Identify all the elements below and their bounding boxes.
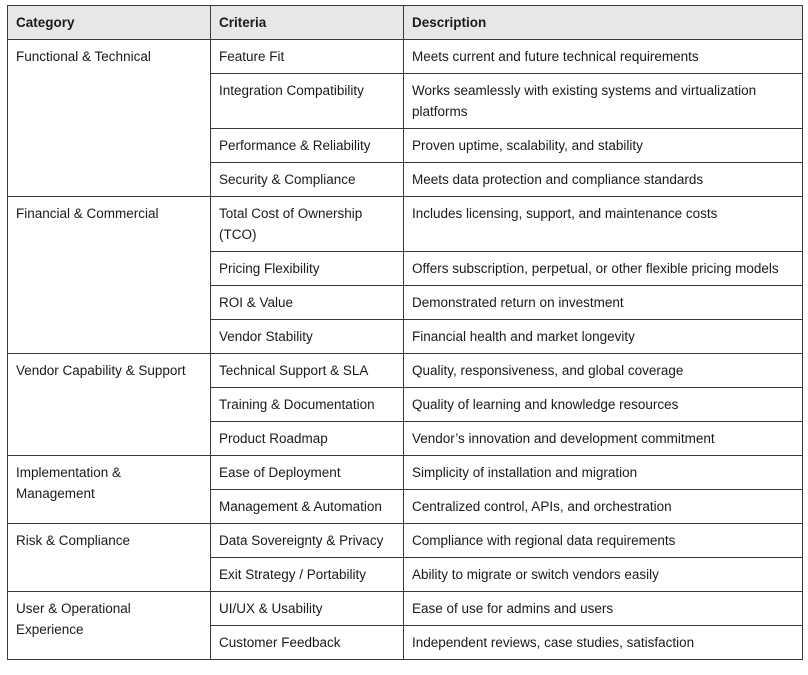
criteria-cell: Total Cost of Ownership (TCO) [211, 197, 404, 252]
evaluation-criteria-table [7, 5, 803, 660]
description-cell: Works seamlessly with existing systems and virtualization platforms [404, 74, 803, 129]
description-cell: Quality of learning and knowledge resources [404, 388, 803, 422]
criteria-cell: Technical Support & SLA [211, 354, 404, 388]
category-cell: Financial & Commercial [8, 197, 211, 354]
description-cell: Independent reviews, case studies, satisfaction [404, 626, 803, 660]
criteria-cell: Security & Compliance [211, 163, 404, 197]
header-row [8, 6, 803, 40]
description-cell: Centralized control, APIs, and orchestration [404, 490, 803, 524]
description-cell: Quality, responsiveness, and global coverage [404, 354, 803, 388]
table-row [8, 197, 803, 252]
table-row [8, 354, 803, 388]
description-cell: Offers subscription, perpetual, or other flexible pricing models [404, 252, 803, 286]
category-cell: Functional & Technical [8, 40, 211, 197]
table-body [8, 40, 803, 660]
category-cell: User & Operational Experience [8, 592, 211, 660]
criteria-cell: Data Sovereignty & Privacy [211, 524, 404, 558]
category-cell: Vendor Capability & Support [8, 354, 211, 456]
description-cell: Meets current and future technical requirements [404, 40, 803, 74]
description-cell: Ease of use for admins and users [404, 592, 803, 626]
criteria-cell: Product Roadmap [211, 422, 404, 456]
description-cell: Vendor’s innovation and development commitment [404, 422, 803, 456]
category-cell: Risk & Compliance [8, 524, 211, 592]
criteria-cell: Ease of Deployment [211, 456, 404, 490]
description-cell: Simplicity of installation and migration [404, 456, 803, 490]
table-row [8, 456, 803, 490]
table-row [8, 40, 803, 74]
description-cell: Ability to migrate or switch vendors easily [404, 558, 803, 592]
description-cell: Demonstrated return on investment [404, 286, 803, 320]
criteria-cell: Feature Fit [211, 40, 404, 74]
criteria-cell: Exit Strategy / Portability [211, 558, 404, 592]
table-row [8, 524, 803, 558]
description-cell: Financial health and market longevity [404, 320, 803, 354]
header-category: Category [8, 6, 211, 40]
description-cell: Includes licensing, support, and maintenance costs [404, 197, 803, 252]
criteria-cell: Performance & Reliability [211, 129, 404, 163]
criteria-cell: Customer Feedback [211, 626, 404, 660]
category-cell: Implementation & Management [8, 456, 211, 524]
criteria-cell: Management & Automation [211, 490, 404, 524]
description-cell: Meets data protection and compliance standards [404, 163, 803, 197]
criteria-cell: Integration Compatibility [211, 74, 404, 129]
criteria-cell: Vendor Stability [211, 320, 404, 354]
table-row [8, 592, 803, 626]
description-cell: Compliance with regional data requirements [404, 524, 803, 558]
header-description: Description [404, 6, 803, 40]
header-criteria: Criteria [211, 6, 404, 40]
criteria-cell: ROI & Value [211, 286, 404, 320]
criteria-cell: UI/UX & Usability [211, 592, 404, 626]
criteria-cell: Pricing Flexibility [211, 252, 404, 286]
description-cell: Proven uptime, scalability, and stability [404, 129, 803, 163]
criteria-cell: Training & Documentation [211, 388, 404, 422]
